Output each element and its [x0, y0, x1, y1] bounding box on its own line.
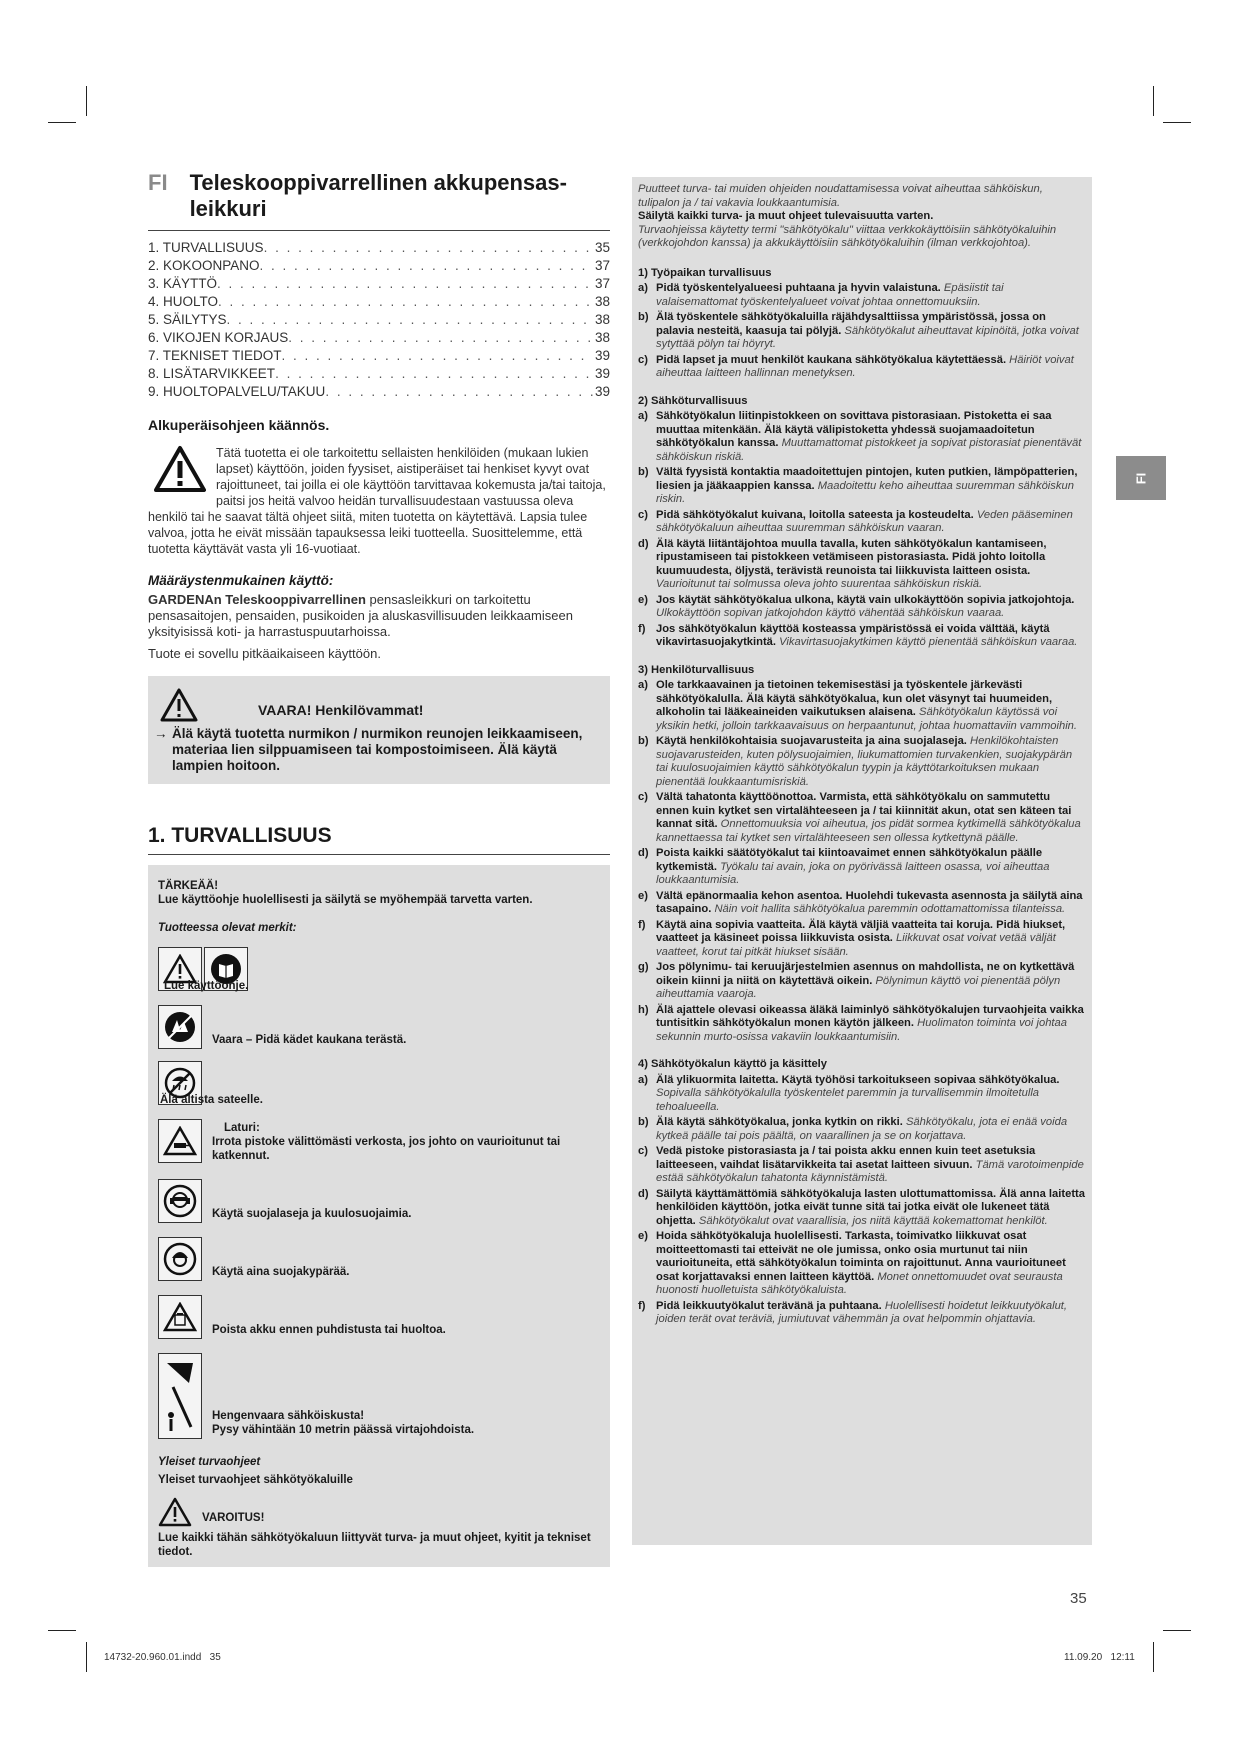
intended-use-text: GARDENAn Teleskooppivarrellinen pensasleikkuri on tarkoitettu pensasaitojen, pensaiden, pusikoiden ja aluskasvillisuuden leikkaamiseen yksityisissä koti- ja harrastuspuutarhoissa.	[148, 592, 573, 639]
power-line-icon	[158, 1353, 202, 1439]
item-italic-text: Työkalu tai avain, joka on pyörivässä laitteen osassa, voi aiheuttaa loukkaantumisia.	[656, 860, 1050, 886]
item-key: h)	[638, 1003, 649, 1016]
item-italic-text: Pölynimun käyttö voi pienentää pölyn aiheuttamia vaaroja.	[656, 974, 1061, 1000]
warning-triangle-icon	[158, 1497, 192, 1527]
item-key: f)	[638, 622, 646, 635]
item-bold-text: Vedä pistoke pistorasiasta ja / tai poista akku ennen kuin teet asetuksia laitteeseen, vaihdat lisätarvikkeita tai asetat laitteen sivuun.	[656, 1145, 1036, 1171]
item-bold-text: Säilytä käyttämättömiä sähkötyökaluja lasten ulottumattomissa. Älä anna laitetta henkilöiden käyttöön, jotka eivät tunne sitä tai jotka eivät ole lukeneet tätä ohjetta.	[656, 1187, 1085, 1227]
safety-item	[638, 1074, 1086, 1115]
item-body	[656, 791, 1086, 845]
safety-item	[638, 623, 1086, 650]
symbol-text: Älä altista sateelle.	[160, 1094, 263, 1106]
section-title: 1. TURVALLISUUS	[148, 824, 332, 847]
item-body	[656, 466, 1086, 507]
title-rule	[148, 230, 610, 231]
safety-item	[638, 791, 1086, 845]
item-bold-text: Vältä fyysistä kontaktia maadoitettujen pintojen, kuten putkien, lämpöpatterien, liesien ja jääkaappien kanssa.	[656, 466, 1078, 492]
section-rule	[148, 854, 610, 855]
arrow-icon: →	[154, 726, 168, 741]
item-italic-text: Sähkötyökalut aiheuttavat kipinöitä, jotka voivat sytyttää pölyn tai höyryt.	[656, 324, 1079, 350]
item-key: b)	[638, 466, 649, 478]
left-column	[148, 170, 610, 1567]
item-body	[656, 1116, 1086, 1143]
general-subheading: Yleiset turvaohjeet sähkötyökaluille	[158, 1474, 353, 1486]
symbol-text: Lue käyttöohje.	[164, 980, 249, 992]
item-body	[656, 1004, 1086, 1045]
item-bold-text: Käytä henkilökohtaisia suojavarusteita ja aina suojalaseja.	[656, 735, 967, 747]
charger-label: Laturi:	[224, 1122, 260, 1134]
toc-row[interactable]: 6. VIKOJEN KORJAUS . . . 38	[148, 329, 610, 347]
warning-text: Lue kaikki tähän sähkötyökaluun liittyvät turva- ja muut ohjeet, kyitit ja tekniset tiedot.	[158, 1532, 591, 1558]
item-body	[656, 919, 1086, 960]
charger-warning-icon	[158, 1119, 202, 1163]
symbol-text: Hengenvaara sähköiskusta! Pysy vähintään 10 metrin päässä virtajohdoista.	[212, 1410, 475, 1436]
safety-item	[638, 890, 1086, 917]
warning-label: VAROITUS!	[202, 1512, 265, 1524]
intended-use-note: Tuote ei sovellu pitkäaikaiseen käyttöön.	[148, 646, 381, 661]
item-bold-text: Vältä epänormaalia kehon asentoa. Huolehdi tukevasta asennosta ja säilytä aina tasapaino.	[656, 889, 1083, 915]
item-key: e)	[638, 1230, 648, 1242]
item-italic-text: Sähkötyökalut ovat vaarallisia, jos niitä käyttää kokemattomat henkilöt.	[698, 1214, 1048, 1227]
safety-item	[638, 311, 1086, 352]
item-body	[656, 509, 1086, 536]
item-italic-text: Liikkuvat osat voivat vetää väljät vaatteet, korut tai pitkät hiukset sisään.	[656, 932, 1056, 958]
symbol-row	[158, 1295, 600, 1339]
important-text: Lue käyttöohje huolellisesti ja säilytä se myöhempää tarvetta varten.	[158, 894, 533, 906]
item-italic-text: Sähkötyökalu, jota ei enää voida kytkeä päälle tai pois päältä, on vaarallinen ja se on korjattava.	[656, 1116, 1068, 1142]
crop-mark	[86, 1642, 87, 1672]
symbol-text: Käytä aina suojakypärää.	[212, 1266, 350, 1278]
toc-row[interactable]: 5. SÄILYTYS . . . 38	[148, 311, 610, 329]
crop-mark	[1153, 1642, 1154, 1672]
item-italic-text: Näin voit hallita sähkötyökalua paremmin odottamattomissa tilanteissa.	[714, 903, 1066, 915]
item-key: c)	[638, 353, 648, 366]
item-bold-text: Vältä tahatonta käyttöönottoa. Varmista, että sähkötyökalu on sammutettu ennen kuin kytket sen virtalähteeseen ja / tai kiinnität akun, otat sen käteen tai kannat sitä.	[656, 791, 1072, 830]
item-body	[656, 961, 1086, 1002]
toc-row[interactable]: 4. HUOLTO . . . 38	[148, 293, 610, 311]
crop-mark	[48, 122, 76, 123]
footer-datetime: 11.09.20 12:11	[1064, 1652, 1135, 1663]
item-key: e)	[638, 593, 648, 606]
crop-mark	[1163, 1630, 1191, 1631]
item-body	[656, 623, 1086, 650]
item-body	[656, 1145, 1086, 1186]
item-key: a)	[638, 410, 648, 422]
item-bold-text: Älä käytä liitäntäjohtoa muulla tavalla, kuten sähkötyökalun kantamiseen, ripustamiseen tai pistokkeen vetämiseen pistorasiasta. Pidä johto loitolla kuumuudesta, öljystä, terävistä reunoista tai liikkuvista laitteen osista.	[656, 537, 1047, 577]
safety-item	[638, 354, 1086, 381]
item-bold-text: Jos pölynimu- tai keruujärjestelmien asennus on mahdollista, ne on kytkettävä oikein kiinni ja niitä on käytettävä oikein.	[656, 961, 1075, 987]
toc-row[interactable]: 2. KOKOONPANO . . . 37	[148, 257, 610, 275]
item-italic-text: Ulkokäyttöön sopivan jatkojohdon käyttö vähentää sähköiskun vaaraa.	[656, 607, 1005, 619]
item-italic-text: Tämä varotoimenpide estää sähkötyökalun tahatonta käynnistämistä.	[656, 1158, 1084, 1184]
safety-item	[638, 509, 1086, 536]
item-italic-text: Maadoitettu keho aiheuttaa suuremman sähköiskun riskin.	[656, 479, 1074, 505]
item-bold-text: Älä ajattele olevasi oikeassa äläkä laiminlyö sähkötyökalujen turvaohjeita vaikka tuntisitkin sähkötyökalun monen käytön jälkeen.	[656, 1003, 1084, 1029]
intro-italic-2: Turvaohjeissa käytetty termi "sähkötyökalu" viittaa verkkokäyttöisiin sähkötyökaluihin (verkkojohdon kanssa) ja akkukäyttöisiin sähkötyökaluihin (ilman verkkojohtoa).	[638, 223, 1057, 249]
safety-item	[638, 679, 1086, 733]
symbol-text: Irrota pistoke välittömästi verkosta, jos johto on vaurioitunut tai katkennut.	[212, 1136, 561, 1162]
item-key: c)	[638, 508, 648, 521]
title-text: Teleskooppivarrellinen akkupensas- leikkuri	[189, 170, 567, 221]
safety-item	[638, 1004, 1086, 1045]
item-body	[656, 679, 1086, 733]
item-bold-text: Pidä sähkötyökalut kuivana, loitolla sateesta ja kosteudelta.	[656, 508, 974, 521]
item-italic-text: Monet onnettomuudet ovat seurausta huonosti huolletuista sähkötyökaluista.	[656, 1270, 1063, 1296]
symbol-row	[158, 1179, 600, 1223]
symbol-text: Poista akku ennen puhdistusta tai huoltoa.	[212, 1324, 446, 1336]
language-code: FI	[148, 170, 168, 195]
crop-mark	[1163, 122, 1191, 123]
danger-box	[148, 676, 610, 784]
item-body	[656, 1300, 1086, 1327]
intro-bold: Säilytä kaikki turva- ja muut ohjeet tulevaisuutta varten.	[638, 210, 934, 222]
intended-use-heading: Määräystenmukainen käyttö:	[148, 573, 334, 588]
item-italic-text: Epäsiistit tai valaisemattomat työskentelyalueet voivat johtaa onnettomuuksiin.	[656, 282, 1004, 308]
item-key: b)	[638, 311, 649, 323]
safety-item	[638, 282, 1086, 309]
symbol-row	[158, 1061, 600, 1105]
symbol-row	[158, 1353, 600, 1439]
original-translation-note: Alkuperäisohjeen käännös.	[148, 417, 330, 433]
item-body	[656, 847, 1086, 888]
item-body	[656, 594, 1086, 621]
item-bold-text: Poista kaikki säätötyökalut tai kiintoavaimet ennen sähkötyökalun päälle kytkemistä.	[656, 847, 1043, 873]
warning-triangle-icon	[154, 445, 206, 493]
symbol-row	[158, 1237, 600, 1281]
child-warning: Tätä tuotetta ei ole tarkoitettu sellaisten henkilöiden (mukaan lukien lapset) käyttöön, joiden fyysiset, aistiperäiset tai henkiset kyvyt ovat rajoittuneet, tai joilla ei ole käyttöön tarvittavaa kokemusta ja/tai taitoja, paitsi jos heitä valvoo heidän turvallisuudestaan vastuussa oleva henkilö tai he saavat tältä ohjeet siitä, miten tuotetta on käytettävä. Lapsia tulee valvoa, jotta he eivät missään tapauksessa leiki tuotteella. Suosittelemme, että tuotetta käyttävät vasta yli 16-vuotiaat.	[148, 446, 606, 556]
important-label: TÄRKEÄÄ!	[158, 880, 219, 892]
symbols-heading: Tuotteessa olevat merkit:	[158, 922, 297, 934]
item-body	[656, 311, 1086, 352]
safety-item	[638, 538, 1086, 592]
safety-item	[638, 847, 1086, 888]
item-key: b)	[638, 735, 649, 747]
helmet-icon	[158, 1237, 202, 1281]
item-italic-text: Häiriöt voivat aiheuttaa laitteen hallinnan menetyksen.	[656, 353, 1074, 379]
item-key: d)	[638, 1187, 649, 1200]
safety-item	[638, 594, 1086, 621]
danger-text: Älä käytä tuotetta nurmikon / nurmikon reunojen leikkaamiseen, materiaa lien silppuamiseen tai kompostoimiseen. Älä käytä lampien hoitoon.	[172, 726, 583, 773]
safety-sections	[638, 267, 1086, 1327]
item-bold-text: Pidä lapset ja muut henkilöt kaukana sähkötyökalua käytettäessä.	[656, 353, 1007, 366]
item-italic-text: Vikavirtasuojakytkimen käyttö pienentää sähköiskun vaaraa.	[779, 636, 1078, 648]
symbol-row	[158, 1119, 600, 1163]
item-bold-text: Hoida sähkötyökaluja huolellisesti. Tarkasta, toimivatko liikkuvat osat moitteettomasti tai etteivät ne ole jumissa, onko osia murtunut tai niin vaurioituneita, että sähkötyökalun toiminta on rajoittunut. Anna vaurioituneet osat korjattavaksi ennen laitteen käyttöä.	[656, 1230, 1066, 1283]
toc-row[interactable]: 3. KÄYTTÖ . . . 37	[148, 275, 610, 293]
safety-item	[638, 1188, 1086, 1229]
item-key: f)	[638, 1299, 646, 1312]
item-key: a)	[638, 1073, 648, 1086]
safety-item	[638, 410, 1086, 464]
item-body	[656, 890, 1086, 917]
item-italic-text: Vaurioitunut tai solmussa oleva johto suurentaa sähköiskun riskiä.	[656, 578, 983, 590]
item-italic-text: Sopivalla sähkötyökalulla työskentelet paremmin ja turvallisemmin ilmoitetulla tehoalueella.	[656, 1087, 1040, 1113]
item-body	[656, 410, 1086, 464]
item-bold-text: Pidä työskentelyalueesi puhtaana ja hyvin valaistuna.	[656, 282, 941, 294]
item-body	[656, 1188, 1086, 1229]
item-bold-text: Älä ylikuormita laitetta. Käytä työhösi tarkoitukseen sopivaa sähkötyökalua.	[656, 1073, 1060, 1086]
item-italic-text: Sähkötyökalun käytössä voi yksikin hetki, jolloin tarkkaavaisuus on herpaantunut, johtaa huomattaviin vammoihin.	[656, 706, 1078, 732]
general-heading: Yleiset turvaohjeet	[158, 1456, 261, 1468]
symbol-text: Käytä suojalaseja ja kuulosuojaimia.	[212, 1208, 412, 1220]
page-number: 35	[1070, 1590, 1087, 1607]
blade-hand-icon	[158, 1005, 202, 1049]
item-bold-text: Älä työskentele sähkötyökaluilla räjähdysalttiissa ympäristössä, jossa on palavia nesteitä, kaasuja tai pölyjä.	[656, 311, 1046, 337]
item-bold-text: Käytä aina sopivia vaatteita. Älä käytä väljiä vaatteita tai koruja. Pidä hiukset, vaatteet ja käsineet poissa liikkuvista osista.	[656, 918, 1066, 944]
item-key: b)	[638, 1116, 649, 1128]
warning-triangle-icon	[160, 688, 198, 722]
right-column	[632, 177, 1092, 1545]
toc-row[interactable]: 8. LISÄTARVIKKEET . . . 39	[148, 365, 610, 383]
safety-item	[638, 1230, 1086, 1298]
safety-item	[638, 1116, 1086, 1143]
safety-section-title: 4) Sähkötyökalun käyttö ja käsittely	[638, 1058, 828, 1070]
item-italic-text: Muuttamattomat pistokkeet ja sopivat pistorasiat pienentävät sähköiskun riskiä.	[656, 437, 1082, 463]
item-italic-text: Huolellisesti hoidetut leikkuutyökalut, joiden terät ovat teräviä, jumiutuvat vähemmän ja ovat helpommin ohjattavia.	[656, 1299, 1068, 1325]
item-bold-text: Jos käytät sähkötyökalua ulkona, käytä vain ulkokäyttöön sopivia jatkojohtoja.	[656, 593, 1075, 606]
item-body	[656, 538, 1086, 592]
item-key: a)	[638, 679, 648, 691]
item-key: d)	[638, 847, 649, 859]
item-key: c)	[638, 1145, 648, 1157]
safety-section-title: 3) Henkilöturvallisuus	[638, 663, 755, 676]
safety-item	[638, 1145, 1086, 1186]
item-key: g)	[638, 961, 649, 973]
item-italic-text: Henkilökohtaisten suojavarusteiden, kuten pölysuojaimien, liukumattomien turvakenkien, suojakypärän tai kuulosuojaimien käyttö sähkötyökalun tyypin ja käyttötarkoituksen mukaan pienentää loukkaantumisriskiä.	[656, 735, 1073, 788]
language-side-tab: FI	[1116, 456, 1166, 500]
safety-section-title: 1) Työpaikan turvallisuus	[638, 266, 772, 279]
table-of-contents	[148, 239, 610, 401]
item-bold-text: Jos sähkötyökalun käyttöä kosteassa ympäristössä ei voida välttää, käytä vikavirtasuojakytkintä.	[656, 622, 1050, 648]
safety-item	[638, 919, 1086, 960]
symbol-row	[158, 1005, 600, 1049]
toc-row[interactable]: 7. TEKNISET TIEDOT . . . 39	[148, 347, 610, 365]
crop-mark	[86, 86, 87, 116]
item-key: d)	[638, 537, 649, 550]
item-key: e)	[638, 889, 648, 902]
safety-item	[638, 466, 1086, 507]
safety-item	[638, 735, 1086, 789]
item-body	[656, 1230, 1086, 1298]
symbol-text: Vaara – Pidä kädet kaukana terästä.	[212, 1034, 407, 1046]
item-italic-text: Veden pääseminen sähkötyökaluun aiheuttaa suuremman sähköiskun vaaran.	[656, 508, 1073, 534]
document-title	[148, 170, 610, 222]
crop-mark	[48, 1630, 76, 1631]
symbol-row	[158, 947, 600, 991]
item-key: f)	[638, 918, 646, 931]
danger-label: VAARA! Henkilövammat!	[258, 702, 424, 718]
item-bold-text: Ole tarkkaavainen ja tietoinen tekemisestäsi ja työskentele järkevästi sähkötyökalulla. Älä käytä sähkötyökalua, kun olet väsynyt tai huumeiden, alkoholin tai lääkeaineiden vaikutuksen alaisena.	[656, 679, 1053, 718]
safety-item	[638, 961, 1086, 1002]
item-body	[656, 735, 1086, 789]
item-body	[656, 354, 1086, 381]
item-body	[656, 282, 1086, 309]
safety-glasses-earmuffs-icon	[158, 1179, 202, 1223]
item-italic-text: Onnettomuuksia voi aiheutua, jos pidät sormea kytkimellä sähkötyökalua kannettaessa tai kytket sen virtalähteeseen sen ollessa kytkettynä päälle.	[656, 818, 1081, 844]
safety-section-title: 2) Sähköturvallisuus	[638, 394, 748, 407]
crop-mark	[1153, 86, 1154, 116]
item-bold-text: Älä käytä sähkötyökalua, jonka kytkin on rikki.	[656, 1116, 903, 1128]
footer-file: 14732-20.960.01.indd 35	[104, 1652, 221, 1663]
toc-row[interactable]: 1. TURVALLISUUS . . . 35	[148, 239, 610, 257]
battery-remove-icon	[158, 1295, 202, 1339]
intro-italic: Puutteet turva- tai muiden ohjeiden noudattamisessa voivat aiheuttaa sähköiskun, tulipalon ja / tai vakavia loukkaantumisia.	[638, 183, 1043, 209]
item-bold-text: Sähkötyökalun liitinpistokkeen on sovittava pistorasiaan. Pistoketta ei saa muuttaa mitenkään. Älä käytä välipistoketta yhdessä suojamaadoitetun sähkötyökalun kanssa.	[656, 410, 1052, 449]
item-bold-text: Pidä leikkuutyökalut terävänä ja puhtaana.	[656, 1299, 882, 1312]
safety-item	[638, 1300, 1086, 1327]
toc-row[interactable]: 9. HUOLTOPALVELU/TAKUU . . . 39	[148, 383, 610, 401]
item-key: c)	[638, 791, 648, 803]
item-body	[656, 1074, 1086, 1115]
safety-box	[148, 865, 610, 1567]
item-key: a)	[638, 282, 648, 294]
item-italic-text: Huolimaton toiminta voi johtaa sekunnin murto-osissa vakaviin loukkaantumisiin.	[656, 1017, 1067, 1043]
